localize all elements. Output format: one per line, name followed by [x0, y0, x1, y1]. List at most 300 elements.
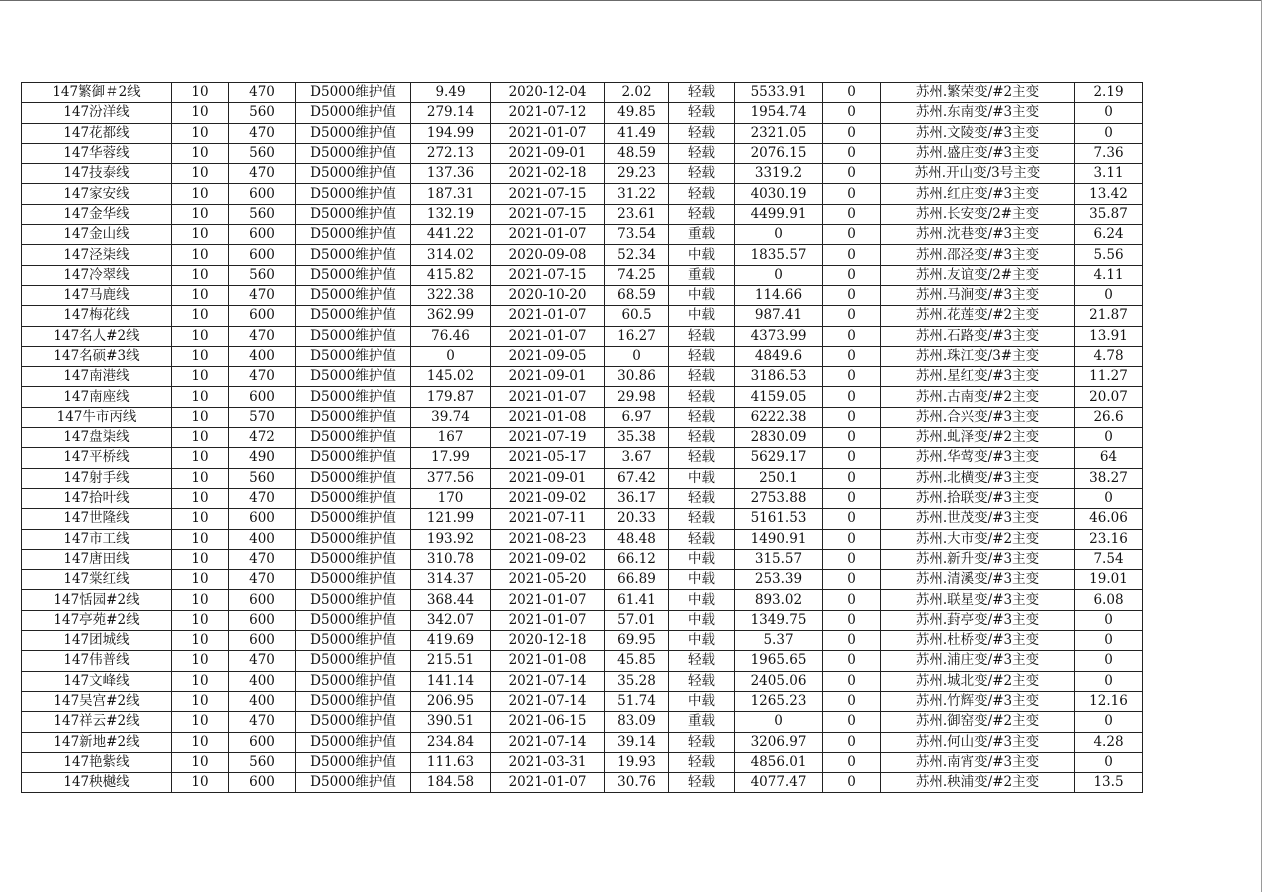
cell-load-status: 中载 [669, 306, 735, 326]
cell-flag-value: 0 [823, 773, 881, 793]
cell-data-source: D5000维护值 [296, 225, 411, 245]
cell-data-source: D5000维护值 [296, 387, 411, 407]
cell-transformer-name: 苏州.珠江变/3#主变 [881, 346, 1075, 366]
cell-remaining-capacity: 893.02 [735, 590, 823, 610]
cell-rated-capacity: 560 [229, 143, 296, 163]
cell-data-source: D5000维护值 [296, 509, 411, 529]
cell-remaining-capacity: 3206.97 [735, 732, 823, 752]
cell-line-name: 147技泰线 [22, 164, 172, 184]
cell-load-rate: 16.27 [605, 326, 669, 346]
cell-rated-capacity: 400 [229, 671, 296, 691]
cell-load-status: 中载 [669, 468, 735, 488]
cell-voltage-kv: 10 [172, 590, 229, 610]
cell-load-status: 中载 [669, 590, 735, 610]
cell-remaining-capacity: 0 [735, 225, 823, 245]
cell-record-date: 2021-01-08 [491, 651, 605, 671]
cell-load-status: 中载 [669, 610, 735, 630]
table-row [22, 732, 1143, 752]
cell-flag-value: 0 [823, 509, 881, 529]
cell-load-rate: 3.67 [605, 448, 669, 468]
cell-current-load: 141.14 [411, 671, 491, 691]
cell-line-name: 147平桥线 [22, 448, 172, 468]
cell-data-source: D5000维护值 [296, 204, 411, 224]
cell-current-load: 121.99 [411, 509, 491, 529]
cell-voltage-kv: 10 [172, 204, 229, 224]
cell-record-date: 2021-07-15 [491, 204, 605, 224]
cell-load-rate: 20.33 [605, 509, 669, 529]
cell-rated-capacity: 600 [229, 387, 296, 407]
cell-remaining-capacity: 253.39 [735, 570, 823, 590]
cell-record-date: 2021-09-02 [491, 488, 605, 508]
page-top-border [0, 0, 1262, 1]
cell-rated-capacity: 470 [229, 367, 296, 387]
table-row [22, 712, 1143, 732]
table-row [22, 509, 1143, 529]
cell-flag-value: 0 [823, 428, 881, 448]
cell-data-source: D5000维护值 [296, 712, 411, 732]
cell-data-source: D5000维护值 [296, 265, 411, 285]
cell-record-date: 2021-01-07 [491, 610, 605, 630]
cell-line-name: 147祥云#2线 [22, 712, 172, 732]
cell-rated-capacity: 470 [229, 488, 296, 508]
cell-data-source: D5000维护值 [296, 123, 411, 143]
cell-voltage-kv: 10 [172, 671, 229, 691]
cell-voltage-kv: 10 [172, 468, 229, 488]
cell-record-date: 2020-12-18 [491, 631, 605, 651]
cell-load-rate: 23.61 [605, 204, 669, 224]
cell-voltage-kv: 10 [172, 123, 229, 143]
cell-data-source: D5000维护值 [296, 773, 411, 793]
cell-extra-value: 26.6 [1075, 407, 1143, 427]
cell-transformer-name: 苏州.开山变/3号主变 [881, 164, 1075, 184]
cell-current-load: 377.56 [411, 468, 491, 488]
cell-rated-capacity: 470 [229, 651, 296, 671]
cell-current-load: 179.87 [411, 387, 491, 407]
cell-flag-value: 0 [823, 326, 881, 346]
cell-load-rate: 83.09 [605, 712, 669, 732]
cell-transformer-name: 苏州.星红变/#3主变 [881, 367, 1075, 387]
cell-remaining-capacity: 2321.05 [735, 123, 823, 143]
cell-extra-value: 23.16 [1075, 529, 1143, 549]
cell-remaining-capacity: 3186.53 [735, 367, 823, 387]
cell-rated-capacity: 400 [229, 691, 296, 711]
cell-line-name: 147花都线 [22, 123, 172, 143]
cell-remaining-capacity: 4030.19 [735, 184, 823, 204]
cell-data-source: D5000维护值 [296, 691, 411, 711]
cell-load-rate: 48.48 [605, 529, 669, 549]
cell-record-date: 2021-07-11 [491, 509, 605, 529]
cell-extra-value: 13.5 [1075, 773, 1143, 793]
cell-record-date: 2021-09-01 [491, 367, 605, 387]
cell-flag-value: 0 [823, 549, 881, 569]
cell-extra-value: 6.24 [1075, 225, 1143, 245]
cell-extra-value: 7.54 [1075, 549, 1143, 569]
cell-extra-value: 0 [1075, 103, 1143, 123]
cell-remaining-capacity: 4159.05 [735, 387, 823, 407]
cell-transformer-name: 苏州.拾联变/#3主变 [881, 488, 1075, 508]
cell-current-load: 322.38 [411, 285, 491, 305]
cell-load-status: 中载 [669, 285, 735, 305]
cell-load-status: 中载 [669, 570, 735, 590]
cell-load-status: 重载 [669, 265, 735, 285]
cell-transformer-name: 苏州.清溪变/#3主变 [881, 570, 1075, 590]
cell-current-load: 215.51 [411, 651, 491, 671]
cell-transformer-name: 苏州.葑亭变/#3主变 [881, 610, 1075, 630]
cell-voltage-kv: 10 [172, 732, 229, 752]
cell-flag-value: 0 [823, 123, 881, 143]
table-row [22, 123, 1143, 143]
cell-flag-value: 0 [823, 225, 881, 245]
cell-load-status: 轻载 [669, 732, 735, 752]
cell-remaining-capacity: 250.1 [735, 468, 823, 488]
cell-remaining-capacity: 987.41 [735, 306, 823, 326]
cell-flag-value: 0 [823, 570, 881, 590]
cell-load-status: 轻载 [669, 509, 735, 529]
cell-line-name: 147文峰线 [22, 671, 172, 691]
cell-remaining-capacity: 1835.57 [735, 245, 823, 265]
cell-record-date: 2021-07-15 [491, 184, 605, 204]
table-row [22, 387, 1143, 407]
cell-load-status: 轻载 [669, 367, 735, 387]
cell-flag-value: 0 [823, 488, 881, 508]
cell-rated-capacity: 600 [229, 225, 296, 245]
cell-voltage-kv: 10 [172, 712, 229, 732]
cell-current-load: 342.07 [411, 610, 491, 630]
cell-load-status: 轻载 [669, 83, 735, 103]
cell-data-source: D5000维护值 [296, 468, 411, 488]
table-row [22, 651, 1143, 671]
cell-remaining-capacity: 2405.06 [735, 671, 823, 691]
cell-load-rate: 49.85 [605, 103, 669, 123]
cell-flag-value: 0 [823, 204, 881, 224]
table-row [22, 184, 1143, 204]
cell-current-load: 390.51 [411, 712, 491, 732]
cell-rated-capacity: 600 [229, 306, 296, 326]
cell-current-load: 76.46 [411, 326, 491, 346]
cell-load-rate: 69.95 [605, 631, 669, 651]
cell-data-source: D5000维护值 [296, 245, 411, 265]
cell-load-rate: 66.12 [605, 549, 669, 569]
cell-remaining-capacity: 1954.74 [735, 103, 823, 123]
table-row [22, 570, 1143, 590]
cell-line-name: 147泾柒线 [22, 245, 172, 265]
cell-extra-value: 64 [1075, 448, 1143, 468]
cell-voltage-kv: 10 [172, 610, 229, 630]
cell-line-name: 147射手线 [22, 468, 172, 488]
cell-voltage-kv: 10 [172, 549, 229, 569]
cell-extra-value: 13.42 [1075, 184, 1143, 204]
cell-remaining-capacity: 315.57 [735, 549, 823, 569]
cell-load-rate: 68.59 [605, 285, 669, 305]
cell-flag-value: 0 [823, 468, 881, 488]
cell-extra-value: 0 [1075, 285, 1143, 305]
cell-record-date: 2021-06-15 [491, 712, 605, 732]
cell-load-rate: 0 [605, 346, 669, 366]
table-row [22, 306, 1143, 326]
cell-rated-capacity: 560 [229, 752, 296, 772]
cell-load-status: 中载 [669, 631, 735, 651]
cell-transformer-name: 苏州.华莺变/#3主变 [881, 448, 1075, 468]
cell-extra-value: 19.01 [1075, 570, 1143, 590]
cell-current-load: 39.74 [411, 407, 491, 427]
cell-extra-value: 3.11 [1075, 164, 1143, 184]
cell-current-load: 279.14 [411, 103, 491, 123]
cell-remaining-capacity: 5629.17 [735, 448, 823, 468]
cell-extra-value: 6.08 [1075, 590, 1143, 610]
cell-rated-capacity: 470 [229, 123, 296, 143]
cell-load-status: 轻载 [669, 407, 735, 427]
cell-flag-value: 0 [823, 103, 881, 123]
table-body [22, 83, 1143, 793]
cell-transformer-name: 苏州.长安变/2#主变 [881, 204, 1075, 224]
cell-extra-value: 0 [1075, 488, 1143, 508]
cell-transformer-name: 苏州.竹辉变/#3主变 [881, 691, 1075, 711]
cell-remaining-capacity: 2830.09 [735, 428, 823, 448]
cell-transformer-name: 苏州.浦庄变/#3主变 [881, 651, 1075, 671]
cell-voltage-kv: 10 [172, 326, 229, 346]
cell-load-status: 轻载 [669, 103, 735, 123]
cell-flag-value: 0 [823, 346, 881, 366]
cell-load-status: 轻载 [669, 143, 735, 163]
cell-rated-capacity: 470 [229, 164, 296, 184]
cell-data-source: D5000维护值 [296, 631, 411, 651]
cell-data-source: D5000维护值 [296, 346, 411, 366]
table-row [22, 326, 1143, 346]
cell-voltage-kv: 10 [172, 691, 229, 711]
cell-line-name: 147吴宫#2线 [22, 691, 172, 711]
cell-extra-value: 11.27 [1075, 367, 1143, 387]
cell-voltage-kv: 10 [172, 164, 229, 184]
cell-rated-capacity: 470 [229, 570, 296, 590]
table-row [22, 225, 1143, 245]
cell-extra-value: 21.87 [1075, 306, 1143, 326]
table-row [22, 83, 1143, 103]
cell-record-date: 2021-03-31 [491, 752, 605, 772]
cell-transformer-name: 苏州.何山变/#3主变 [881, 732, 1075, 752]
cell-line-name: 147伟普线 [22, 651, 172, 671]
cell-load-status: 轻载 [669, 123, 735, 143]
cell-remaining-capacity: 0 [735, 265, 823, 285]
cell-rated-capacity: 600 [229, 509, 296, 529]
cell-load-status: 轻载 [669, 204, 735, 224]
table-row [22, 631, 1143, 651]
cell-load-rate: 67.42 [605, 468, 669, 488]
cell-current-load: 206.95 [411, 691, 491, 711]
cell-load-rate: 61.41 [605, 590, 669, 610]
cell-line-name: 147世隆线 [22, 509, 172, 529]
cell-extra-value: 0 [1075, 651, 1143, 671]
cell-record-date: 2021-05-17 [491, 448, 605, 468]
cell-data-source: D5000维护值 [296, 529, 411, 549]
cell-record-date: 2020-09-08 [491, 245, 605, 265]
cell-remaining-capacity: 4077.47 [735, 773, 823, 793]
cell-load-status: 轻载 [669, 773, 735, 793]
cell-record-date: 2021-01-07 [491, 387, 605, 407]
cell-flag-value: 0 [823, 448, 881, 468]
cell-load-status: 轻载 [669, 164, 735, 184]
cell-extra-value: 2.19 [1075, 83, 1143, 103]
table-row [22, 407, 1143, 427]
cell-current-load: 362.99 [411, 306, 491, 326]
cell-transformer-name: 苏州.红庄变/#3主变 [881, 184, 1075, 204]
cell-voltage-kv: 10 [172, 285, 229, 305]
cell-extra-value: 20.07 [1075, 387, 1143, 407]
cell-line-name: 147新地#2线 [22, 732, 172, 752]
cell-current-load: 415.82 [411, 265, 491, 285]
cell-load-rate: 6.97 [605, 407, 669, 427]
table-row [22, 285, 1143, 305]
cell-line-name: 147亭苑#2线 [22, 610, 172, 630]
cell-voltage-kv: 10 [172, 367, 229, 387]
cell-record-date: 2021-07-12 [491, 103, 605, 123]
cell-record-date: 2021-01-07 [491, 773, 605, 793]
table-row [22, 204, 1143, 224]
cell-record-date: 2021-09-01 [491, 143, 605, 163]
cell-flag-value: 0 [823, 265, 881, 285]
cell-flag-value: 0 [823, 245, 881, 265]
cell-line-name: 147恬园#2线 [22, 590, 172, 610]
cell-load-rate: 73.54 [605, 225, 669, 245]
cell-transformer-name: 苏州.马涧变/#3主变 [881, 285, 1075, 305]
cell-line-name: 147市工线 [22, 529, 172, 549]
cell-load-rate: 35.38 [605, 428, 669, 448]
cell-flag-value: 0 [823, 529, 881, 549]
cell-voltage-kv: 10 [172, 570, 229, 590]
cell-line-name: 147秧樾线 [22, 773, 172, 793]
cell-rated-capacity: 560 [229, 468, 296, 488]
cell-data-source: D5000维护值 [296, 103, 411, 123]
cell-remaining-capacity: 4856.01 [735, 752, 823, 772]
cell-flag-value: 0 [823, 164, 881, 184]
cell-voltage-kv: 10 [172, 306, 229, 326]
cell-flag-value: 0 [823, 651, 881, 671]
cell-data-source: D5000维护值 [296, 752, 411, 772]
cell-extra-value: 13.91 [1075, 326, 1143, 346]
cell-rated-capacity: 560 [229, 265, 296, 285]
cell-transformer-name: 苏州.虬泽变/#2主变 [881, 428, 1075, 448]
cell-line-name: 147繁御＃2线 [22, 83, 172, 103]
cell-load-status: 中载 [669, 245, 735, 265]
cell-flag-value: 0 [823, 143, 881, 163]
cell-current-load: 17.99 [411, 448, 491, 468]
cell-record-date: 2021-09-02 [491, 549, 605, 569]
cell-record-date: 2021-01-07 [491, 225, 605, 245]
cell-load-status: 轻载 [669, 671, 735, 691]
cell-record-date: 2021-09-05 [491, 346, 605, 366]
cell-remaining-capacity: 1349.75 [735, 610, 823, 630]
cell-current-load: 193.92 [411, 529, 491, 549]
cell-load-rate: 19.93 [605, 752, 669, 772]
cell-transformer-name: 苏州.文陵变/#3主变 [881, 123, 1075, 143]
cell-transformer-name: 苏州.联星变/#3主变 [881, 590, 1075, 610]
cell-flag-value: 0 [823, 691, 881, 711]
cell-record-date: 2021-09-01 [491, 468, 605, 488]
cell-line-name: 147唐田线 [22, 549, 172, 569]
cell-load-status: 重载 [669, 225, 735, 245]
cell-remaining-capacity: 114.66 [735, 285, 823, 305]
table-row [22, 367, 1143, 387]
cell-flag-value: 0 [823, 184, 881, 204]
cell-load-rate: 29.23 [605, 164, 669, 184]
cell-data-source: D5000维护值 [296, 164, 411, 184]
cell-load-rate: 48.59 [605, 143, 669, 163]
cell-flag-value: 0 [823, 306, 881, 326]
cell-data-source: D5000维护值 [296, 570, 411, 590]
cell-load-rate: 2.02 [605, 83, 669, 103]
cell-record-date: 2020-10-20 [491, 285, 605, 305]
cell-extra-value: 0 [1075, 123, 1143, 143]
cell-voltage-kv: 10 [172, 529, 229, 549]
cell-extra-value: 4.28 [1075, 732, 1143, 752]
cell-remaining-capacity: 2753.88 [735, 488, 823, 508]
cell-record-date: 2021-01-07 [491, 590, 605, 610]
cell-rated-capacity: 600 [229, 631, 296, 651]
table-row [22, 245, 1143, 265]
cell-extra-value: 0 [1075, 712, 1143, 732]
cell-line-name: 147拾叶线 [22, 488, 172, 508]
cell-current-load: 441.22 [411, 225, 491, 245]
cell-load-rate: 36.17 [605, 488, 669, 508]
cell-data-source: D5000维护值 [296, 549, 411, 569]
cell-remaining-capacity: 5533.91 [735, 83, 823, 103]
cell-transformer-name: 苏州.东南变/#3主变 [881, 103, 1075, 123]
cell-line-name: 147汾洋线 [22, 103, 172, 123]
cell-data-source: D5000维护值 [296, 407, 411, 427]
cell-voltage-kv: 10 [172, 265, 229, 285]
cell-transformer-name: 苏州.合兴变/#3主变 [881, 407, 1075, 427]
cell-extra-value: 12.16 [1075, 691, 1143, 711]
cell-line-name: 147金山线 [22, 225, 172, 245]
cell-data-source: D5000维护值 [296, 428, 411, 448]
table-row [22, 164, 1143, 184]
cell-flag-value: 0 [823, 631, 881, 651]
cell-load-rate: 60.5 [605, 306, 669, 326]
cell-load-rate: 41.49 [605, 123, 669, 143]
cell-data-source: D5000维护值 [296, 367, 411, 387]
cell-record-date: 2021-01-07 [491, 123, 605, 143]
cell-load-rate: 66.89 [605, 570, 669, 590]
cell-data-source: D5000维护值 [296, 306, 411, 326]
cell-load-rate: 39.14 [605, 732, 669, 752]
cell-flag-value: 0 [823, 752, 881, 772]
cell-extra-value: 0 [1075, 752, 1143, 772]
cell-voltage-kv: 10 [172, 83, 229, 103]
cell-load-status: 轻载 [669, 184, 735, 204]
cell-transformer-name: 苏州.友谊变/2#主变 [881, 265, 1075, 285]
cell-current-load: 234.84 [411, 732, 491, 752]
cell-extra-value: 7.36 [1075, 143, 1143, 163]
cell-flag-value: 0 [823, 83, 881, 103]
cell-transformer-name: 苏州.世茂变/#3主变 [881, 509, 1075, 529]
cell-record-date: 2021-02-18 [491, 164, 605, 184]
cell-current-load: 314.02 [411, 245, 491, 265]
cell-voltage-kv: 10 [172, 509, 229, 529]
cell-load-status: 轻载 [669, 428, 735, 448]
cell-data-source: D5000维护值 [296, 285, 411, 305]
cell-voltage-kv: 10 [172, 103, 229, 123]
cell-transformer-name: 苏州.大市变/#2主变 [881, 529, 1075, 549]
table-row [22, 671, 1143, 691]
cell-remaining-capacity: 1965.65 [735, 651, 823, 671]
cell-extra-value: 5.56 [1075, 245, 1143, 265]
cell-flag-value: 0 [823, 387, 881, 407]
cell-rated-capacity: 560 [229, 204, 296, 224]
cell-flag-value: 0 [823, 712, 881, 732]
table-row [22, 488, 1143, 508]
cell-remaining-capacity: 4849.6 [735, 346, 823, 366]
cell-line-name: 147名硕#3线 [22, 346, 172, 366]
cell-extra-value: 4.11 [1075, 265, 1143, 285]
